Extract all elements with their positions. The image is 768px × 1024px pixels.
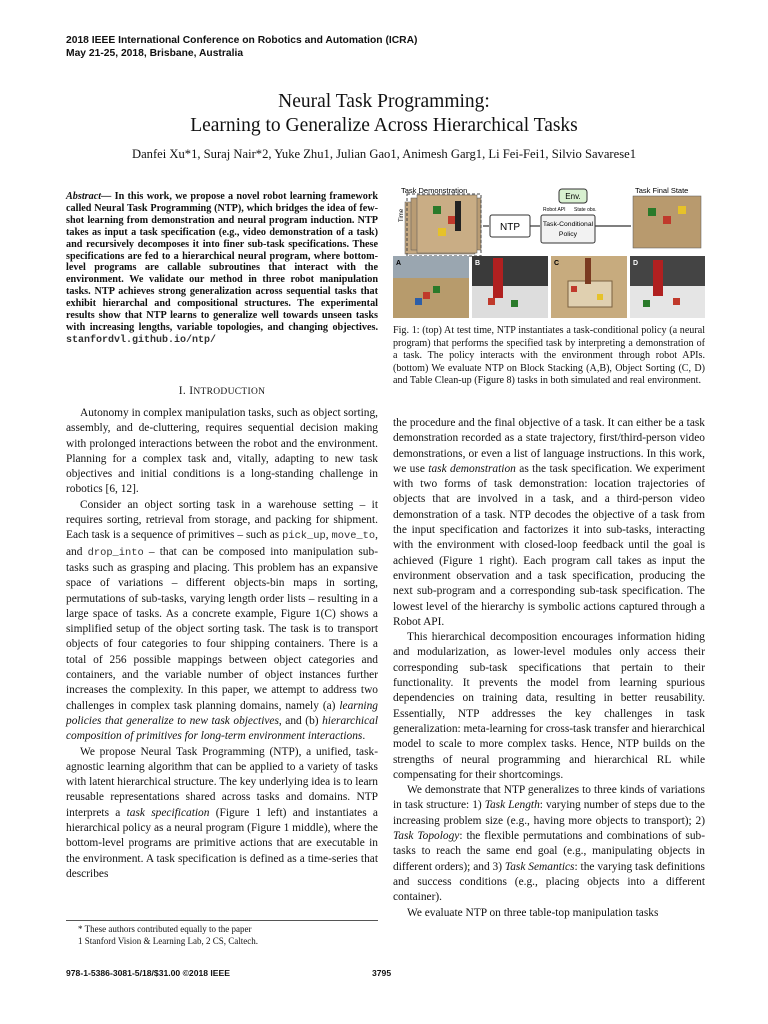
section-title-initial: I (189, 385, 194, 397)
abstract (66, 191, 378, 347)
paragraph: Autonomy in complex manipulation tasks, such as object sorting, assembly, and de-cluttering, requires sequential decision making with prolonged interactions between the robot and the environment. Planning for a complex task and, vitally, adapting to new task objectives and initial conditions is a long-standing challenge in robotics [6, 12]. (66, 407, 379, 496)
paragraph: We evaluate NTP on three table-top manipulation tasks (407, 906, 659, 919)
robot-api-label: Robot API (543, 207, 566, 213)
panel-label: A (396, 260, 402, 267)
conference-header (66, 34, 417, 60)
primitive-code: pick_up (282, 530, 326, 543)
policy-label-1: Task-Conditional (542, 221, 594, 228)
emphasis: hierarchical composition of primitives for long-term environment interactions (66, 714, 378, 743)
footer-isbn: 978-1-5386-3081-5/18/$31.00 ©2018 IEEE (66, 968, 231, 978)
figure-label-final: Task Final State (635, 186, 689, 195)
demo-frames (405, 194, 481, 256)
policy-box (541, 215, 595, 243)
figure-1-graphic (393, 186, 705, 318)
text-span: We demonstrate that NTP generalizes to three kinds of variations in task structure: 1) (393, 784, 705, 812)
paragraph: This hierarchical decomposition encourages information hiding and modularization, as lower-level modules only access their corresponding sub-task specifications that pertain to their functionality. It prevents the model from learning spurious dependencies on training data, resulting in better reusability. Essentially, NTP addresses the key challenges in task generalization: meta-learning for cross-task transfer and hierarchical model to scale to more complex tasks. Hence, NTP builds on the strengths of neural programming and hierarchical RL while compensating for their shortcomings. (393, 631, 705, 781)
author-list: Danfei Xu*1, Suraj Nair*2, Yuke Zhu1, Julian Gao1, Animesh Garg1, Li Fei-Fei1, Silvio Savarese1 (131, 147, 637, 161)
state-obs-label: State obs. (574, 207, 597, 213)
text-span: : the varying task definitions and success conditions (e.g., placing objects into a different container). (393, 860, 705, 904)
emphasis: learning policies that generalize to new task objectives (66, 699, 378, 727)
figure-label-time: Time (399, 208, 405, 222)
text-span: We propose Neural Task Programming (NTP), a unified, task-agnostic learning algorithm that can be applied to a variety of tasks with latent hierarchical structure. The key underlying idea is to learn reusable representations shared across tasks and domains. NTP interprets a (66, 745, 378, 819)
emphasis: task specification (126, 806, 210, 819)
emphasis: task demonstration (428, 462, 516, 475)
footnote-affiliations: 1 Stanford Vision & Learning Lab, 2 CS, Caltech. (78, 935, 259, 946)
page-number: 3795 (372, 968, 392, 978)
panel-b (472, 256, 548, 318)
text-span: (Figure 1 left) and instantiates a hierarchical policy as a neural program (Figure 1 middle), where the bottom-level programs are primitive actions that are executable in the environment. A task specification is defined as a time-series that describes (66, 806, 378, 880)
footnotes (66, 920, 378, 947)
intro-body-left (66, 406, 378, 882)
primitive-code: drop_into (87, 546, 144, 559)
paragraph (66, 745, 378, 883)
emphasis: Task Topology (393, 830, 460, 843)
text-span: – that can be composed into manipulation sub-tasks such as grasping and placing. This problem has an expansive space of variations – different objects-bin maps in sorting, permutations of sub-tasks, varying length order lists – resulting in a large space of tasks. As a concrete example, Figure 1(C) shows a simplified setup of the object sorting task. The task is to transport objects of four categories to four shipping containers. There is a total of 256 possible mappings between object categories and containers, and the variable number of object instances further increases the complexity. In this paper, we attempt to address two challenges in complex task planning domains, namely (a) (66, 545, 378, 712)
figure-1-caption: Fig. 1: (top) At test time, NTP instantiates a task-conditional policy (a neural program) that performs the specified task by interpreting a demonstration of a task. The policy interacts with the environment through robot APIs. (bottom) We evaluate NTP on Block Stacking (A,B), Object Sorting (C, D) and Table Clean-up (Figure 8) tasks in both simulated and real environment. (393, 325, 705, 386)
ntp-label: NTP (500, 222, 520, 233)
text-span: . (362, 730, 366, 743)
conference-dates: May 21-25, 2018, Brisbane, Australia (66, 48, 244, 59)
conference-name: 2018 IEEE International Conference on Robotics and Automation (ICRA) (66, 35, 418, 46)
footnote-equal-contribution: * These authors contributed equally to the paper (78, 924, 252, 934)
text-span: the procedure and the final objective of a task. It can either be a task demonstration recorded as a state trajectory, first/third-person video demonstrations, or even a list of language instructions. In this work, we use (393, 417, 705, 475)
text-span: : varying number of steps due to the increasing problem size (e.g., having more objects to transport); 2) (393, 799, 705, 827)
env-label: Env. (565, 192, 581, 201)
section-title-rest: NTRODUCTION (193, 387, 266, 397)
project-url[interactable]: stanfordvl.github.io/ntp/ (66, 334, 217, 346)
panel-label: B (475, 260, 481, 267)
panel-label: C (554, 260, 560, 267)
text-span: : the flexible permutations and combinations of sub-tasks to reach the same end goal (e.g., manipulating objects in different orders); and 3) (393, 830, 706, 873)
title-line-1: Neural Task Programming: (278, 91, 490, 112)
paragraph: Consider an object sorting task in a warehouse setting – it requires sorting, retrieval from storage, and packing for shipment. Each task is a sequence of primitives – such as pick_up, move_to, and drop_into – that can be composed into manipulation sub-tasks such as grasping and placing. This problem has an expansive space of variations – different objects-bin maps in sorting, permutations of sub-tasks, varying length order lists – resulting in a large space of tasks. As a concrete example, Figure 1(C) shows a simplified setup of the object sorting task. The task is to transport objects of four categories to four shipping containers. There is a total of 256 possible mappings between object categories and containers, and the variable number of object instances further increases the complexity. In this paper, we attempt to address two challenges in complex task planning domains, namely (a) learning policies that generalize to new task objectives, and (b) hierarchical composition of primitives for long-term environment interactions. (66, 498, 378, 743)
section-number: I. (178, 385, 187, 397)
emphasis: Task Semantics (504, 860, 575, 873)
paragraph (393, 416, 705, 630)
section-heading-introduction (66, 384, 378, 400)
policy-label-2: Policy (558, 231, 578, 238)
title-line-2: Learning to Generalize Across Hierarchical Tasks (190, 115, 578, 136)
paper-title (0, 90, 768, 138)
abstract-text: In this work, we propose a novel robot learning framework called Neural Task Programming (NTP), which bridges the idea of few-shot learning from demonstration and neural program induction. NTP takes as input a task specification (e.g., video demonstration of a task) and recursively decomposes it into finer sub-task specifications. These specifications are fed to a hierarchical neural program, where bottom-level programs are callable subroutines that interact with the environment. We validate our method in three robot manipulation tasks. NTP achieves strong generalization across sequential tasks that exhibit hierarchal and compositional structures. The experimental results show that NTP learns to generalize well towards unseen tasks with increasing lengths, variable topologies, and changing objectives. (66, 191, 379, 333)
text-span: , and (b) (278, 714, 323, 727)
panel-a (393, 256, 469, 318)
text-span: as the task specification. We experiment with two forms of task demonstration: location trajectories of objects that are involved in a task, and a third-person video demonstration of a task. NTP decodes the objective of a task from the input specification and factorizes it into sub-tasks, interacting with the environment with closed-loop feedback until the goal is achieved (Figure 1 right). Each program call takes as input the environment observation and a task specification, producing the next sub-program and a corresponding sub-task specification. The lowest level of the hierarchy is symbolic actions captured through a Robot API. (393, 462, 705, 628)
intro-body-right (393, 416, 705, 921)
emphasis: Task Length (484, 799, 540, 812)
figure-1 (393, 186, 705, 318)
text-span: Consider an object sorting task in a warehouse setting – it requires sorting, retrieval from storage, and packing for shipment. Each task is a sequence of primitives – such as (66, 498, 378, 542)
panel-c (551, 256, 627, 318)
paragraph (393, 783, 705, 905)
figure-label-demo: Task Demonstration (401, 186, 468, 195)
primitive-code: move_to (331, 530, 376, 543)
panel-d (630, 256, 705, 318)
panel-label: D (633, 260, 639, 267)
abstract-label: Abstract— (66, 191, 112, 202)
